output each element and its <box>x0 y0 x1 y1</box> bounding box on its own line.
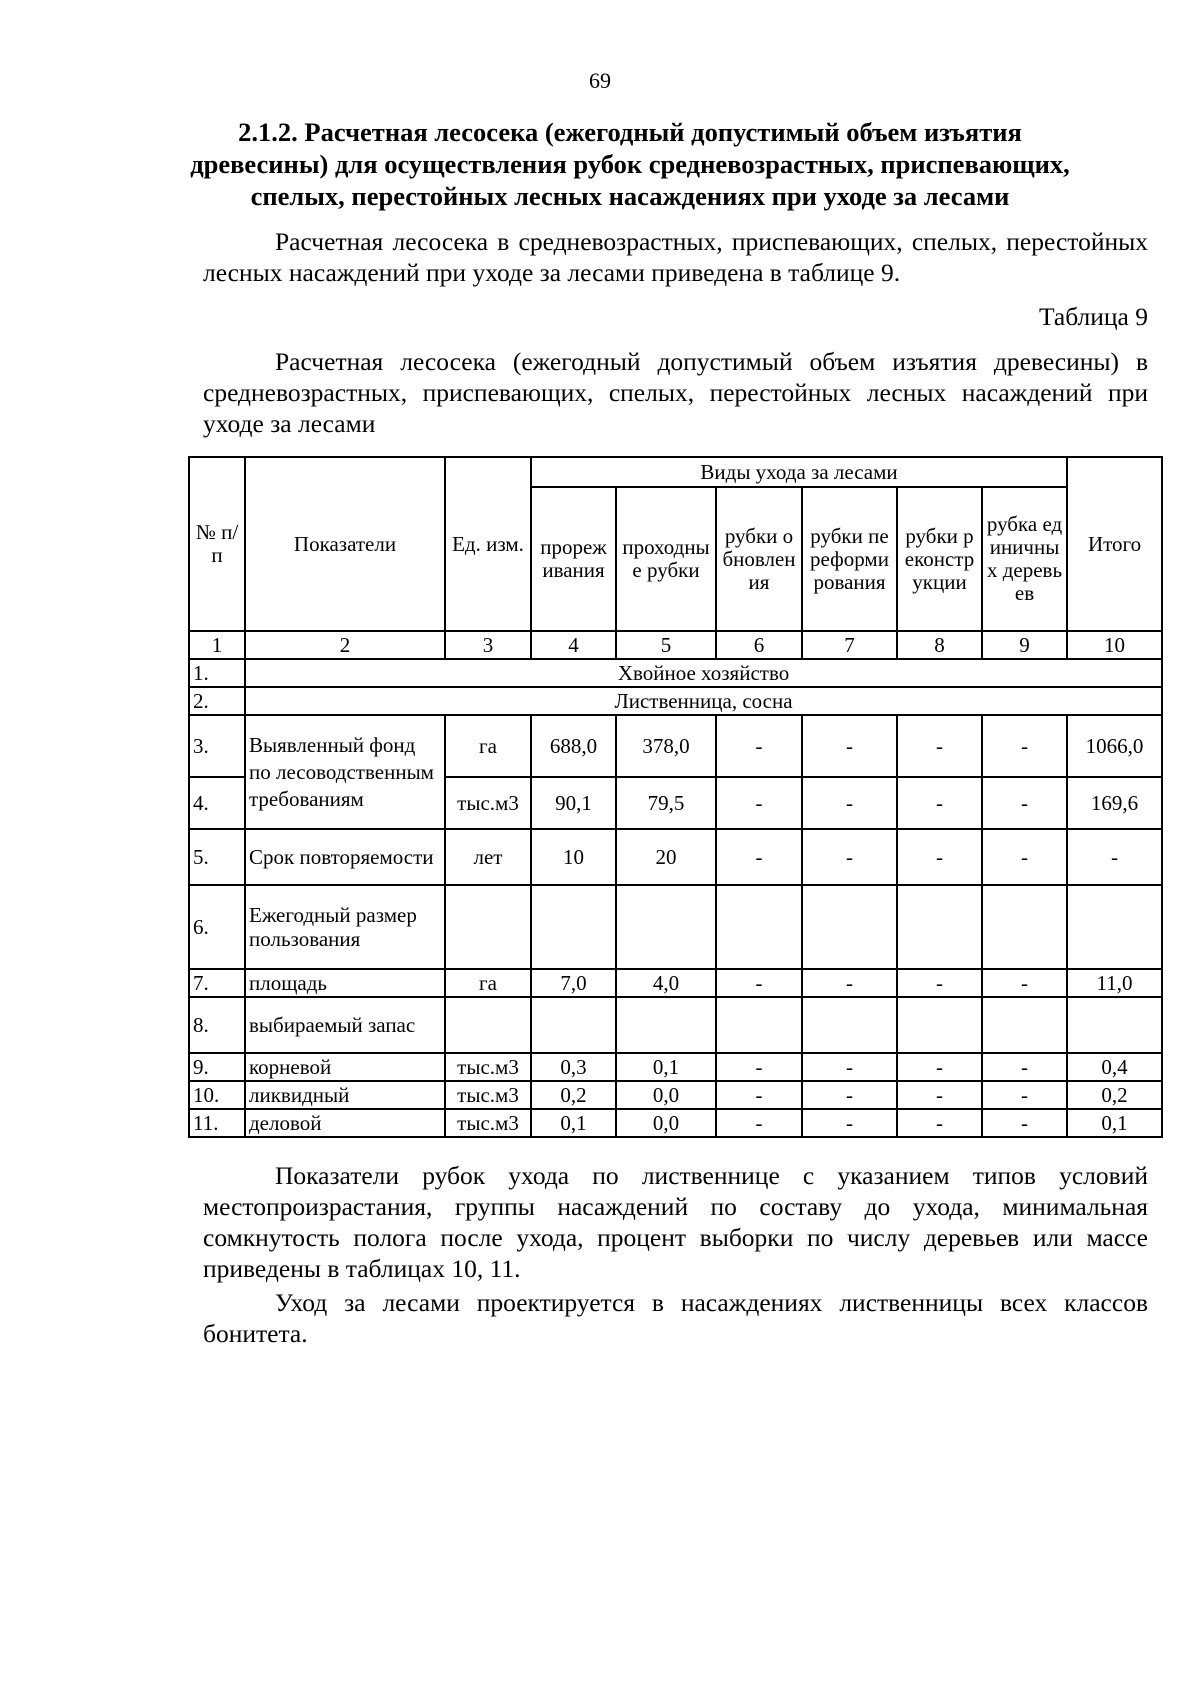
paragraph-2-text: Показатели рубок ухода по лиственнице с указанием типов условий местопроизрастания, группы насаждений по составу до ухода, минимальная сомкнутость полога после ухода, процент выборки по числу деревьев или массе приведены в таблицах 10, 11. <box>203 1161 1148 1283</box>
row-value: - <box>982 969 1067 997</box>
row-value: 0,0 <box>616 1081 716 1109</box>
row-unit: га <box>445 969 531 997</box>
unit-text: тыс.м3 <box>457 791 519 815</box>
row-value <box>716 997 802 1053</box>
table-caption: Расчетная лесосека (ежегодный допустимый объем изъятия древесины) в средневозрастных, приспевающих, спелых, перестойных лесных насаждений при уходе за лесами <box>203 347 1148 438</box>
row-value: 20 <box>616 829 716 885</box>
row-value: 688,0 <box>531 715 616 777</box>
row-value: - <box>982 1109 1067 1137</box>
intro-paragraph-text: Расчетная лесосека в средневозрастных, приспевающих, спелых, перестойных лесных насаждений при уходе за лесами приведена в таблице 9. <box>203 227 1148 287</box>
row-value <box>982 885 1067 969</box>
row-value: - <box>802 969 897 997</box>
row-total: - <box>1067 829 1162 885</box>
row-value: 90,1 <box>531 777 616 829</box>
row-label: Ежегодный размер пользования <box>245 885 445 969</box>
row-total: 169,6 <box>1067 777 1162 829</box>
forest-cutting-table <box>188 456 1163 1138</box>
row-total <box>1067 997 1162 1053</box>
row-value: - <box>802 777 897 829</box>
row-value: - <box>982 1081 1067 1109</box>
header-total: Итого <box>1067 457 1162 631</box>
header-col9: рубка единичных деревьев <box>982 487 1067 631</box>
row-value: - <box>897 969 982 997</box>
column-number: 9 <box>982 631 1067 659</box>
row-value <box>531 885 616 969</box>
column-number: 5 <box>616 631 716 659</box>
row-value: - <box>897 1053 982 1081</box>
page-number: 69 <box>589 68 611 93</box>
row-num: 4. <box>189 777 245 829</box>
section-label: Лиственница, сосна <box>245 687 1162 715</box>
table-row <box>189 1053 1162 1081</box>
table-row <box>189 829 1162 885</box>
row-value: 0,1 <box>616 1053 716 1081</box>
row-value: - <box>802 1109 897 1137</box>
row-value: - <box>716 1053 802 1081</box>
section-row-1 <box>189 659 1162 687</box>
row-unit <box>445 777 531 829</box>
column-number: 10 <box>1067 631 1162 659</box>
row-value: - <box>716 829 802 885</box>
row-value: 378,0 <box>616 715 716 777</box>
paragraph-3 <box>203 1287 1148 1349</box>
row-value: 0,0 <box>616 1109 716 1137</box>
row-value: 0,2 <box>531 1081 616 1109</box>
header-col4: прореживания <box>531 487 616 631</box>
table-row <box>189 715 1162 777</box>
column-number: 2 <box>245 631 445 659</box>
row-value: - <box>982 1053 1067 1081</box>
header-unit: Ед. изм. <box>445 457 531 631</box>
row-label: корневой <box>245 1053 445 1081</box>
column-number: 1 <box>189 631 245 659</box>
row-num: 10. <box>189 1081 245 1109</box>
row-value <box>716 885 802 969</box>
row-value: - <box>897 777 982 829</box>
table-label: Таблица 9 <box>1038 302 1148 331</box>
row-num: 8. <box>189 997 245 1053</box>
row-value: - <box>897 1109 982 1137</box>
row-value: - <box>716 715 802 777</box>
row-total: 11,0 <box>1067 969 1162 997</box>
row-value: - <box>897 715 982 777</box>
row-value: - <box>716 777 802 829</box>
row-num: 3. <box>189 715 245 777</box>
row-num: 2. <box>189 687 245 715</box>
section-heading: 2.1.2. Расчетная лесосека (ежегодный допустимый объем изъятия древесины) для осуществления рубок средневозрастных, приспевающих, спелых, перестойных лесных насаждениях при уходе за лесами <box>190 117 1070 211</box>
row-value: - <box>802 715 897 777</box>
header-group: Виды ухода за лесами <box>531 457 1067 487</box>
row-value <box>982 997 1067 1053</box>
row-num: 1. <box>189 659 245 687</box>
row-label: Срок повторяемости <box>245 829 445 885</box>
row-value: - <box>716 969 802 997</box>
header-col6: рубки обновления <box>716 487 802 631</box>
row-unit <box>445 885 531 969</box>
row-value <box>802 997 897 1053</box>
row-value <box>897 997 982 1053</box>
paragraph-2 <box>203 1160 1148 1284</box>
row-num: 11. <box>189 1109 245 1137</box>
row-label: Выявленный фонд по лесоводственным требованиям <box>245 715 445 829</box>
intro-paragraph <box>203 226 1148 288</box>
column-number: 4 <box>531 631 616 659</box>
row-label: деловой <box>245 1109 445 1137</box>
header-col8: рубки реконструкции <box>897 487 982 631</box>
column-number-row <box>189 631 1162 659</box>
table-row <box>189 1109 1162 1137</box>
row-total <box>1067 885 1162 969</box>
row-num: 6. <box>189 885 245 969</box>
section-label: Хвойное хозяйство <box>245 659 1162 687</box>
row-total: 0,2 <box>1067 1081 1162 1109</box>
row-value <box>616 997 716 1053</box>
row-unit: тыс.м3 <box>445 1081 531 1109</box>
header-col7: рубки переформирования <box>802 487 897 631</box>
row-value: - <box>982 777 1067 829</box>
row-value: 4,0 <box>616 969 716 997</box>
row-value: - <box>802 1081 897 1109</box>
column-number: 8 <box>897 631 982 659</box>
row-value: - <box>897 1081 982 1109</box>
row-value: 79,5 <box>616 777 716 829</box>
section-row-2 <box>189 687 1162 715</box>
header-col5: проходные рубки <box>616 487 716 631</box>
table-row <box>189 969 1162 997</box>
row-total: 1066,0 <box>1067 715 1162 777</box>
row-value: 7,0 <box>531 969 616 997</box>
table-row <box>189 885 1162 969</box>
row-value: - <box>716 1081 802 1109</box>
row-value <box>531 997 616 1053</box>
column-number: 6 <box>716 631 802 659</box>
row-num: 5. <box>189 829 245 885</box>
row-unit: га <box>445 715 531 777</box>
row-value <box>616 885 716 969</box>
row-unit: тыс.м3 <box>445 1109 531 1137</box>
row-label: выбираемый запас <box>245 997 445 1053</box>
row-total: 0,4 <box>1067 1053 1162 1081</box>
header-indicator: Показатели <box>245 457 445 631</box>
table-row <box>189 997 1162 1053</box>
row-total: 0,1 <box>1067 1109 1162 1137</box>
row-value: 0,1 <box>531 1109 616 1137</box>
row-value: - <box>897 829 982 885</box>
row-value <box>802 885 897 969</box>
row-unit <box>445 997 531 1053</box>
column-number: 7 <box>802 631 897 659</box>
row-value: - <box>982 829 1067 885</box>
row-value: 0,3 <box>531 1053 616 1081</box>
table-row <box>189 1081 1162 1109</box>
row-unit: лет <box>445 829 531 885</box>
row-label: ликвидный <box>245 1081 445 1109</box>
row-value: 10 <box>531 829 616 885</box>
row-value: - <box>802 1053 897 1081</box>
row-value: - <box>802 829 897 885</box>
row-value: - <box>982 715 1067 777</box>
row-value <box>897 885 982 969</box>
row-label: площадь <box>245 969 445 997</box>
header-num: № п/п <box>189 457 245 631</box>
row-unit: тыс.м3 <box>445 1053 531 1081</box>
row-num: 7. <box>189 969 245 997</box>
paragraph-3-text: Уход за лесами проектируется в насаждениях лиственницы всех классов бонитета. <box>203 1288 1148 1348</box>
row-num: 9. <box>189 1053 245 1081</box>
column-number: 3 <box>445 631 531 659</box>
row-value: - <box>716 1109 802 1137</box>
